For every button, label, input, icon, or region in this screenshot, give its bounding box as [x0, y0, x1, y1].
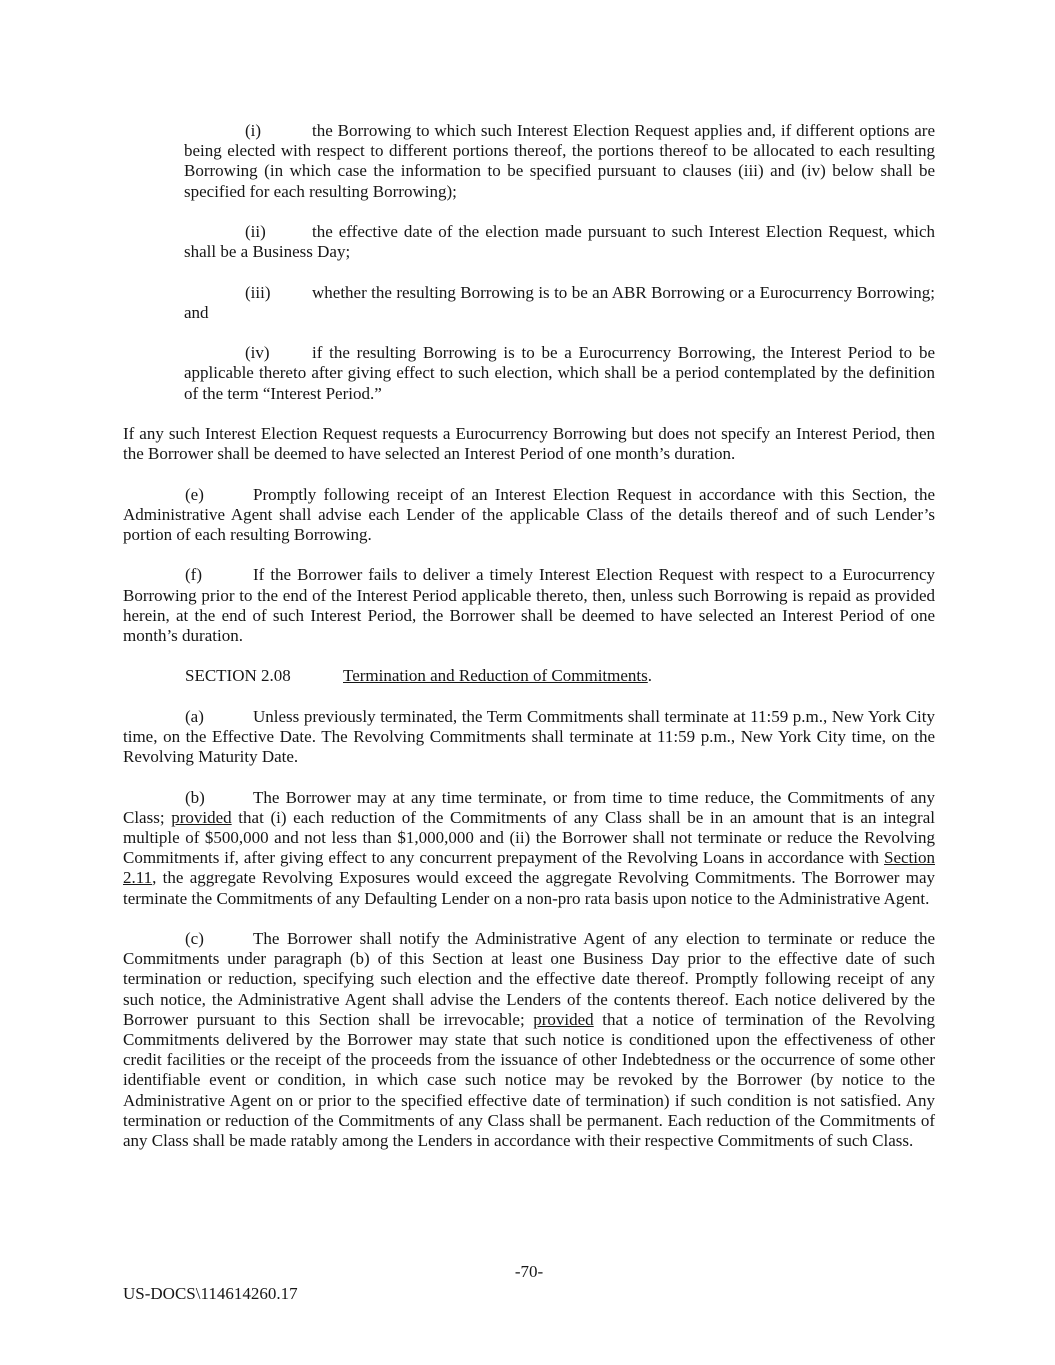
list-marker-a: (a) — [185, 706, 204, 726]
paragraph-item-ii — [184, 222, 935, 262]
paragraph-b — [123, 788, 935, 909]
list-marker-e: (e) — [185, 484, 204, 504]
paragraph-item-iv — [184, 343, 935, 404]
section-title-suffix: . — [647, 666, 653, 686]
paragraph-text: the effective date of the election made pursuant to such Interest Election Request, which shall be a Business Day; — [184, 222, 935, 262]
paragraph-text: If any such Interest Election Request requests a Eurocurrency Borrowing but does not specify an Interest Period, then the Borrower shall be deemed to have selected an Interest Period of one month’s duration. — [123, 423, 935, 464]
list-marker-f: (f) — [185, 565, 202, 585]
section-heading — [185, 666, 935, 686]
paragraph-item-i — [184, 121, 935, 202]
doc-id: US-DOCS\114614260.17 — [123, 1284, 298, 1303]
paragraph-text: the Borrowing to which such Interest Election Request applies and, if different options are being elected with respect to different portions thereof, the portions thereof to be allocated to each resulting Borrowing (in which case the information to be specified pursuant to clauses (iii) and (iv) below shall be specified for each resulting Borrowing); — [184, 121, 935, 201]
paragraph-text: The Borrower may at any time terminate, or from time to time reduce, the Commitments of any Class; — [123, 787, 935, 827]
paragraph-flush — [123, 424, 935, 464]
list-marker-c: (c) — [185, 928, 204, 948]
paragraph-text: , the aggregate Revolving Exposures would exceed the aggregate Revolving Commitments. The Borrower may terminate the Commitments of any Defaulting Lender on a non-pro rata basis upon notice to the Administrative Agent. — [123, 868, 935, 908]
paragraph-e — [123, 485, 935, 546]
list-marker-iii: (iii) — [245, 282, 271, 302]
page-body — [123, 121, 935, 1171]
paragraph-text: that a notice of termination of the Revolving Commitments delivered by the Borrower may state that such notice is conditioned upon the effectiveness of other credit facilities or the receipt of the proceeds from the issuance of other Indebtedness or the occurrence of some other identifiable event or condition, in which case such notice may be revoked by the Borrower (by notice to the Administrative Agent on or prior to the specified effective date of termination) if such condition is not satisfied. Any termination or reduction of the Commitments of any Class shall be permanent. Each reduction of the Commitments of any Class shall be made ratably among the Lenders in accordance with their respective Commitments of such Class. — [123, 1009, 935, 1150]
list-marker-b: (b) — [185, 787, 205, 807]
paragraph-text: Promptly following receipt of an Interest Election Request in accordance with this Section, the Administrative Agent shall advise each Lender of the applicable Class of the details thereof and of such Lender’s portion of each resulting Borrowing. — [123, 484, 935, 544]
defined-term-provided: provided — [533, 1009, 594, 1029]
page-number: -70- — [514, 1262, 544, 1281]
cross-reference-section-2-11: Section 2.11 — [123, 848, 935, 888]
paragraph-text: The Borrower shall notify the Administrative Agent of any election to terminate or reduce the Commitments under paragraph (b) of this Section at least one Business Day prior to the effective date of such termination or reduction, specifying such election and the effective date thereof. Promptly following receipt of any such notice, the Administrative Agent shall advise the Lenders of the contents thereof. Each notice delivered by the Borrower pursuant to this Section shall be irrevocable; — [123, 928, 935, 1029]
section-title: Termination and Reduction of Commitments — [343, 666, 648, 686]
list-marker-ii: (ii) — [245, 222, 266, 241]
paragraph-a — [123, 707, 935, 768]
section-number: SECTION 2.08 — [185, 666, 291, 686]
list-marker-i: (i) — [245, 121, 262, 140]
paragraph-text: If the Borrower fails to deliver a timely Interest Election Request with respect to a Eurocurrency Borrowing prior to the end of the Interest Period applicable thereto, then, unless such Borrowing is repaid as provided herein, at the end of such Interest Period, the Borrower shall be deemed to have selected an Interest Period of one month’s duration. — [123, 565, 935, 645]
defined-term-provided: provided — [171, 807, 232, 827]
paragraph-text: that (i) each reduction of the Commitments of any Class shall be in an amount that is an integral multiple of $500,000 and not less than $1,000,000 and (ii) the Borrower shall not terminate or reduce the Revolving Commitments if, after giving effect to any concurrent prepayment of the Revolving Loans in accordance with — [123, 807, 935, 868]
paragraph-f — [123, 565, 935, 646]
paragraph-item-iii — [184, 283, 935, 323]
paragraph-c — [123, 929, 935, 1151]
paragraph-text: whether the resulting Borrowing is to be an ABR Borrowing or a Eurocurrency Borrowing; and — [184, 282, 935, 322]
paragraph-text: if the resulting Borrowing is to be a Eurocurrency Borrowing, the Interest Period to be applicable thereto after giving effect to such election, which shall be a period contemplated by the definition of the term “Interest Period.” — [184, 343, 935, 403]
list-marker-iv: (iv) — [245, 343, 270, 363]
paragraph-text: Unless previously terminated, the Term Commitments shall terminate at 11:59 p.m., New York City time, on the Effective Date. The Revolving Commitments shall terminate at 11:59 p.m., New York City time, on the Revolving Maturity Date. — [123, 706, 935, 767]
